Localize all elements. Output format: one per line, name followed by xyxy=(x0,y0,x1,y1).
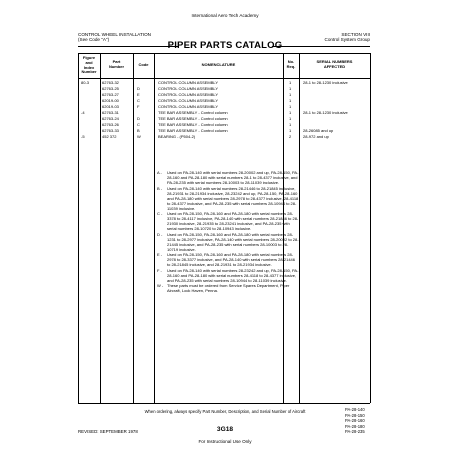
quantity-cell: 1 xyxy=(289,80,292,85)
serial-numbers-cell: 28-1 to 28-1230 inclusive xyxy=(303,80,348,85)
quantity-cell: 1 xyxy=(289,98,292,103)
code-note-text: Used on PA-28-140 with serial numbers 28-20002 and up, PA-28-150, PA-28-160 and PA-28-180 with serial numbers 28-1 to 28-4377 inclusive, and PA-28-235 with serial numbers 28-10003 to 28-11039 inclusive. xyxy=(167,170,299,185)
code-cell: D xyxy=(137,116,140,121)
code-cell: C xyxy=(137,98,140,103)
part-number-cell: 452 372 xyxy=(102,134,117,139)
col-divider xyxy=(370,53,371,403)
code-note xyxy=(157,211,299,231)
section-number: SECTION VIII xyxy=(341,32,370,37)
figure-index-cell: -4 xyxy=(81,110,85,115)
code-note-label: A - xyxy=(157,170,162,175)
serial-numbers-cell: 28-1 to 28-1230 inclusive xyxy=(303,110,348,115)
code-note-label: C - xyxy=(157,211,163,216)
code-note-label: B - xyxy=(157,185,163,191)
header-part-number: Part Number xyxy=(108,59,125,69)
nomenclature-cell: TEE BAR ASSEMBLY - Control column xyxy=(158,128,228,133)
code-note-label: D - xyxy=(157,231,163,237)
nomenclature-cell: CONTROL COLUMN ASSEMBLY xyxy=(158,80,219,85)
code-notes xyxy=(157,170,299,294)
code-note-text: These parts must be ordered from Service Spares Department, Piper Aircraft, Lock Haven, Penna. xyxy=(167,283,290,293)
table-bottom-rule xyxy=(78,403,370,404)
code-cell: D xyxy=(137,86,140,91)
installation-subtitle: (See Code "A") xyxy=(78,37,110,43)
figure-index-cell: -5 xyxy=(81,134,85,139)
quantity-cell: 1 xyxy=(289,104,292,109)
code-note xyxy=(157,268,299,283)
nomenclature-cell: BEARING - (P504-2) xyxy=(158,134,196,139)
quantity-cell: 1 xyxy=(289,122,292,127)
code-note xyxy=(157,283,299,293)
part-number-cell: 62763-32 xyxy=(102,80,119,85)
code-note xyxy=(157,170,299,185)
model-list: PA-28-140 PA-28-150 PA-28-160 PA-28-180 PA-28-235 xyxy=(345,407,365,435)
revision-date: REVISED: SEPTEMBER 1978 xyxy=(78,429,138,434)
code-note-label: E - xyxy=(157,252,163,257)
nomenclature-cell: CONTROL COLUMN ASSEMBLY xyxy=(158,98,219,103)
quantity-cell: 1 xyxy=(289,110,292,115)
part-number-cell: 62763-31 xyxy=(102,110,119,115)
code-note-text: Used on PA-28-150, PA-28-160 and PA-28-180 with serial numbers 28-2978 to 28-3377 inclusive, and PA-28-140 with serial numbers 28-21446 to 28-21845 inclusive, and 28-21931 to 28-21934 inclusive. xyxy=(167,252,296,267)
quantity-cell: 1 xyxy=(289,92,292,97)
serial-numbers-cell: 28-972 and up xyxy=(303,134,329,139)
code-note-text: Used on PA-28-150, PA-28-160 and PA-28-180 with serial numbers 28-3378 to 28-4117 inclusive, PA-28-140 with serial numbers 28-21846 to 28-21930 inclusive, 28-21935 to 28-23241 inclusive, and PA-28-235 with serial numbers 28-10720 to 28-10943 inclusive. xyxy=(167,211,299,231)
serial-numbers-cell: 28-26085 and up xyxy=(303,128,334,133)
header-code: Code xyxy=(138,62,149,67)
code-note-label: W - xyxy=(157,283,164,288)
figure-index-cell: 80-3 xyxy=(81,80,90,85)
part-number-cell: 62763-27 xyxy=(102,92,119,97)
quantity-cell: 2 xyxy=(289,134,292,139)
code-note-label: F - xyxy=(157,267,162,273)
quantity-cell: 1 xyxy=(289,116,292,121)
quantity-cell: 1 xyxy=(289,86,292,91)
header-nomenclature: NOMENCLATURE xyxy=(201,62,236,67)
nomenclature-cell: CONTROL COLUMN ASSEMBLY xyxy=(158,86,219,91)
section-group: Control System Group xyxy=(324,37,370,43)
code-note-text: Used on PA-28-140 with serial numbers 28-21446 to 28-21845 inclusive, 28-21931 to 28-21934 inclusive, 28-23242 and up, PA-28-150, PA-28-160 and PA-28-180 with serial numbers 28-2978 to 28-4377 inclusive, 28-4118 to 28-4377 inclusive, and PA-28-235 with serial numbers 28-10944 to 28-11039 inclusive. xyxy=(167,185,299,211)
installation-title: CONTROL WHEEL INSTALLATION xyxy=(78,32,151,37)
part-number-cell: 62019-03 xyxy=(102,104,119,109)
code-note xyxy=(157,186,299,211)
code-note xyxy=(157,232,299,252)
code-note xyxy=(157,252,299,267)
part-number-cell: 62763-25 xyxy=(102,86,119,91)
part-number-cell: 62019-00 xyxy=(102,98,119,103)
header-serial-numbers: SERIAL NUMBERS AFFECTED xyxy=(316,59,353,69)
code-note-text: Used on PA-28-140 with serial numbers 28-23242 and up, PA-28-150, PA-28-160 and PA-28-180 with serial numbers 28-4118 to 28-4377 inclusive, and PA-28-235 with serial numbers 28-10944 to 28-11039 inclusive. xyxy=(167,267,299,283)
code-cell: C xyxy=(137,122,140,127)
code-cell: F xyxy=(137,104,140,109)
academy-banner: International Aero Tech Academy xyxy=(191,13,259,18)
nomenclature-cell: TEE BAR ASSEMBLY - Control column xyxy=(158,116,228,121)
quantity-cell: 1 xyxy=(289,128,292,133)
table-header-rule xyxy=(78,78,370,79)
nomenclature-cell: TEE BAR ASSEMBLY - Control column xyxy=(158,110,228,115)
nomenclature-cell: CONTROL COLUMN ASSEMBLY xyxy=(158,92,219,97)
header-number-required: No. Req. xyxy=(286,59,296,69)
table-row xyxy=(78,134,370,140)
part-number-cell: 62763-26 xyxy=(102,122,119,127)
page-code: 3G18 xyxy=(216,426,234,433)
header-figure-index: Figure and Index Number xyxy=(81,55,97,75)
ordering-instructions: When ordering, always specify Part Number, Description, and Serial Number of Aircraft xyxy=(144,409,306,414)
code-cell: B xyxy=(137,128,140,133)
part-number-cell: 62763-33 xyxy=(102,128,119,133)
part-number-cell: 62763-24 xyxy=(102,116,119,121)
catalog-title: PIPER PARTS CATALOG xyxy=(167,40,283,51)
instructional-footer: For Instructional Use Only xyxy=(198,439,252,444)
nomenclature-cell: TEE BAR ASSEMBLY - Control column xyxy=(158,122,228,127)
table-top-rule xyxy=(78,53,370,54)
code-cell: E xyxy=(137,92,140,97)
code-note-text: Used on PA-28-150, PA-28-160 and PA-28-180 with serial numbers 28-1231 to 28-2977 inclusive, PA-28-140 with serial numbers 28-20002 to 28-21445 inclusive, and PA-28-235 with serial numbers 28-10003 to 28-10719 inclusive. xyxy=(167,231,299,252)
code-cell: W xyxy=(137,134,141,139)
nomenclature-cell: CONTROL COLUMN ASSEMBLY xyxy=(158,104,219,109)
